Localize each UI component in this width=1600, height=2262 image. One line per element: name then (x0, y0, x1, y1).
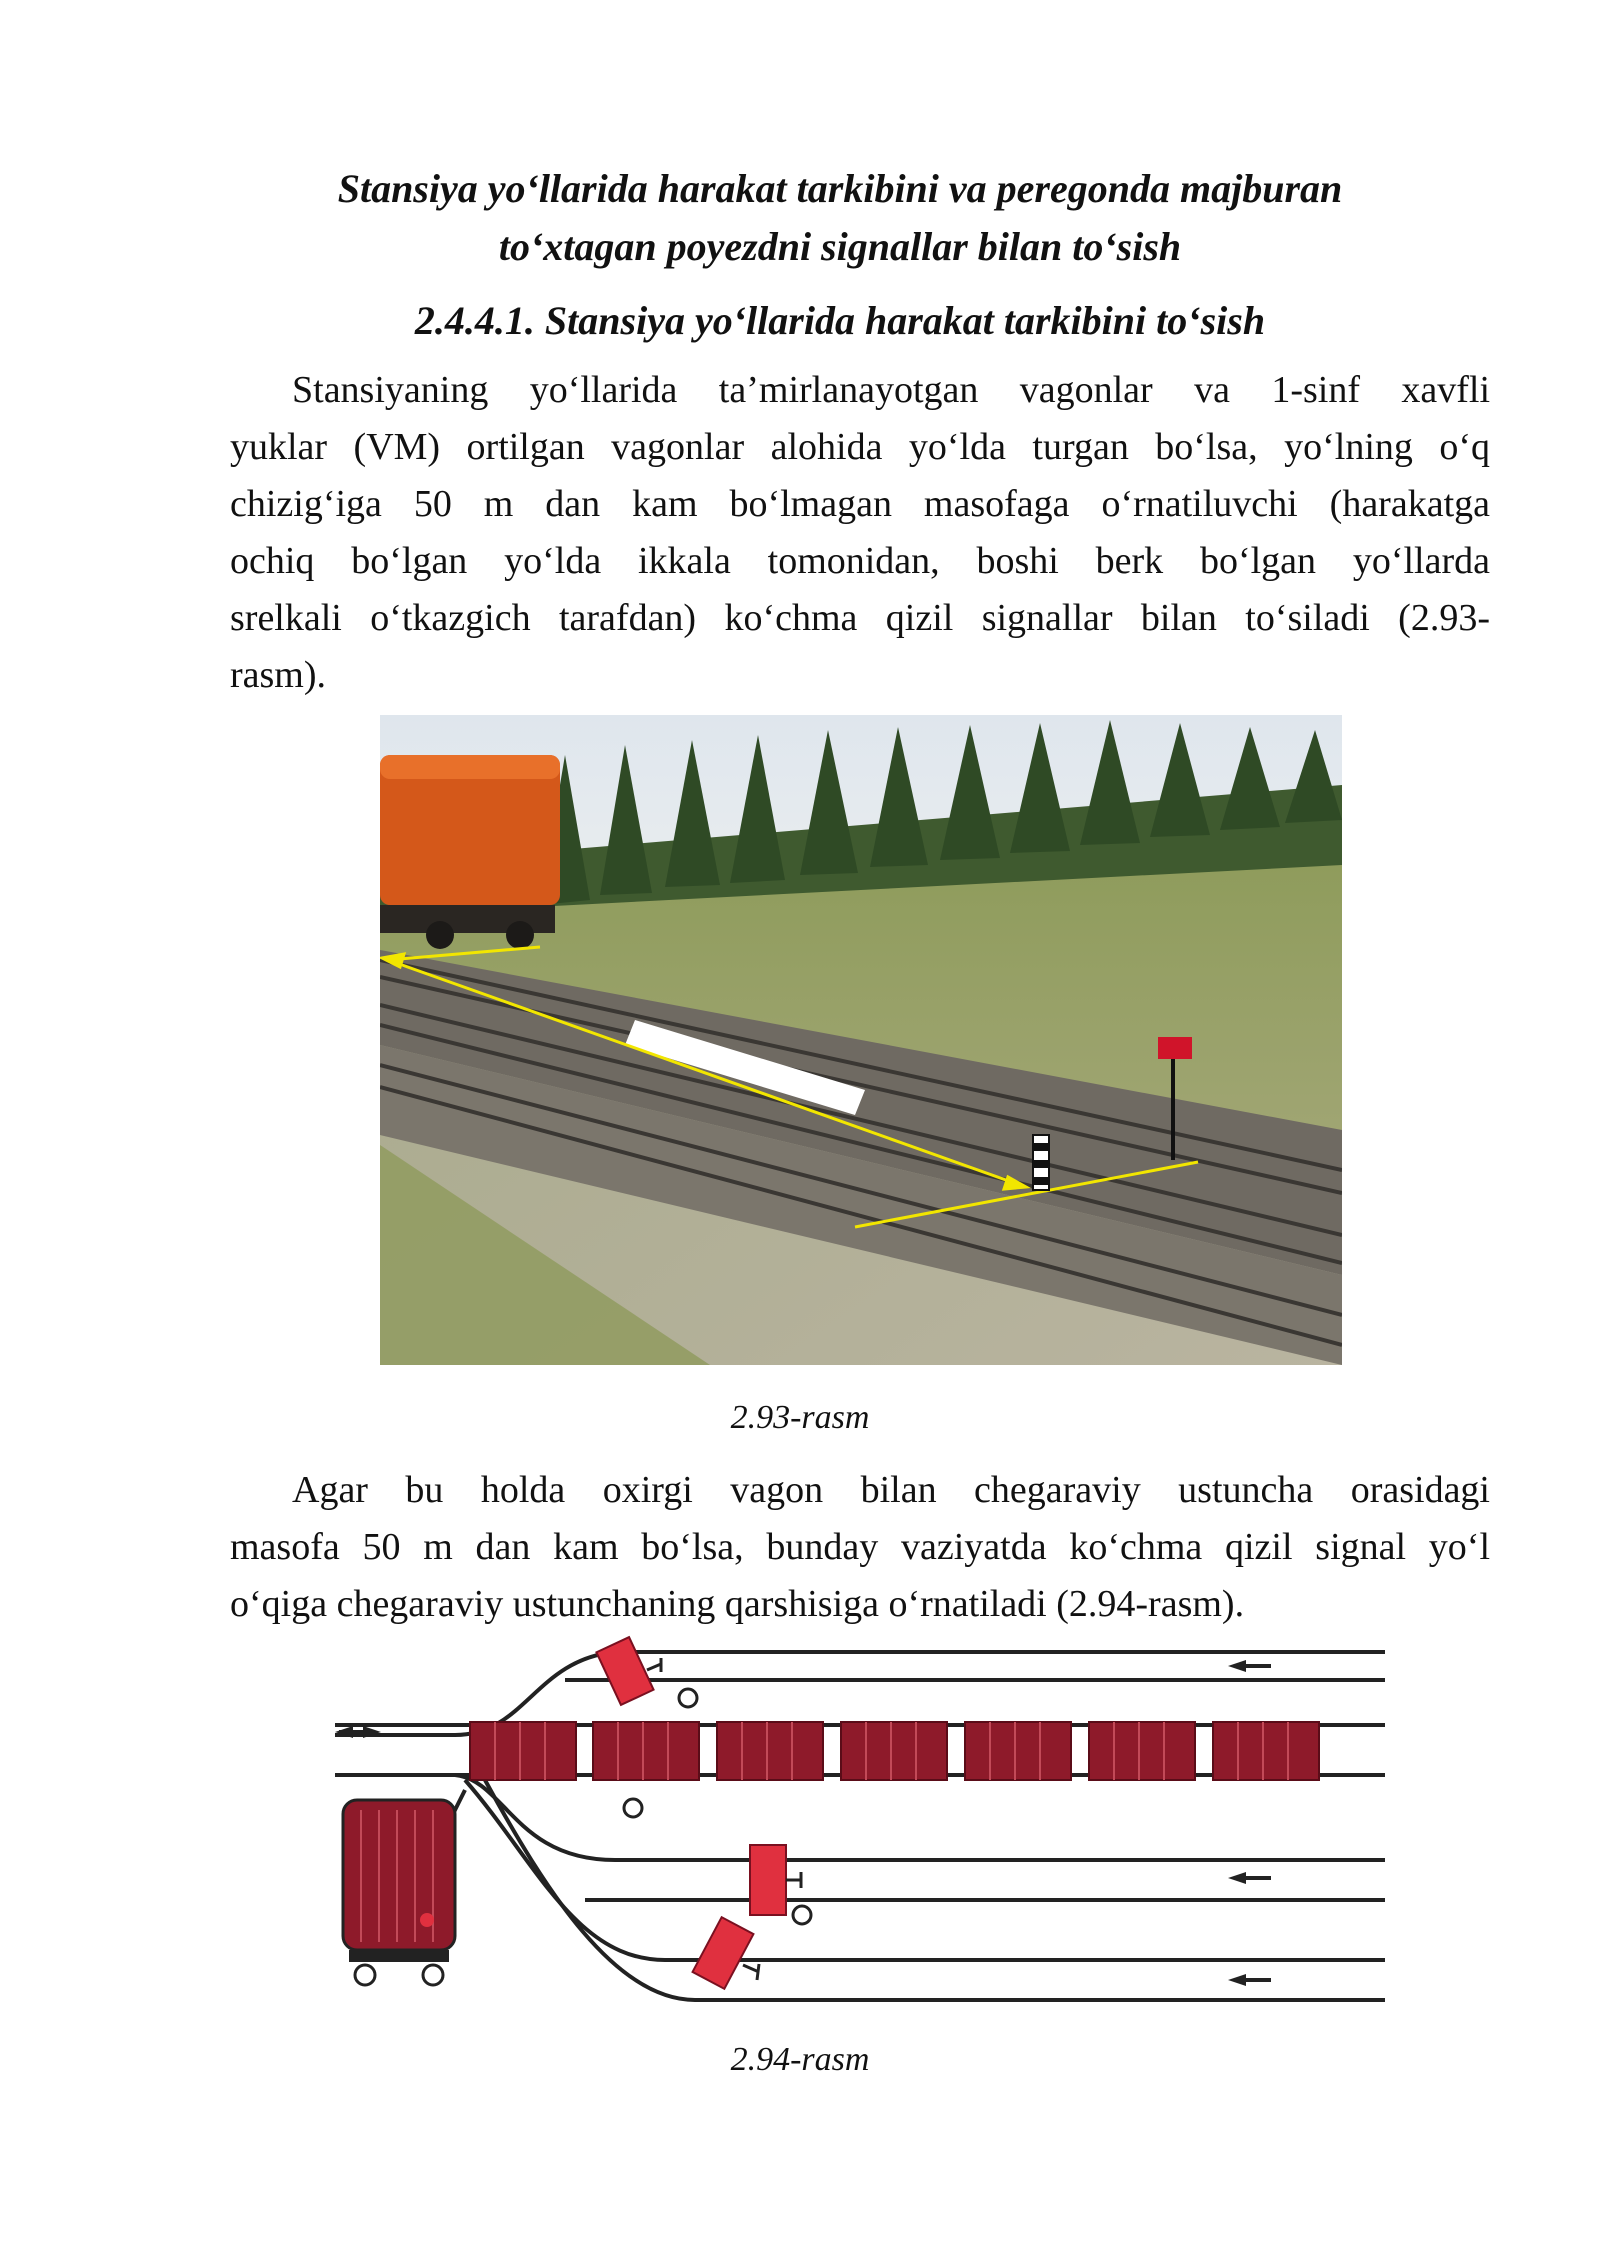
paragraph-2-line: Agar bu holda oxirgi vagon bilan chegaraviy ustuncha orasidagi (292, 1469, 1490, 1511)
track-schematic-diagram (335, 1630, 1385, 2015)
main-heading (230, 160, 1450, 276)
paragraph-1-line: rasm). (230, 654, 327, 696)
paragraph-2-line: o‘qiga chegaraviy ustunchaning qarshisiga o‘rnatiladi (2.94-rasm). (230, 1583, 1245, 1625)
paragraph-1-line: ochiq bo‘lgan yo‘lda ikkala tomonidan, boshi berk bo‘lgan yo‘llarda (230, 540, 1490, 582)
figure-2-94-schematic (335, 1630, 1385, 2015)
wagon-train (470, 1722, 1319, 1780)
paragraph-1-line: Stansiyaning yo‘llarida ta’mirlanayotgan vagonlar va 1-sinf xavfli (292, 369, 1490, 411)
clearance-post (1033, 1135, 1049, 1190)
main-heading-line-2: to‘xtagan poyezdni signallar bilan to‘sish (498, 224, 1182, 269)
paragraph-1-line: yuklar (VM) ortilgan vagonlar alohida yo‘lda turgan bo‘lsa, yo‘lning o‘q (230, 426, 1490, 468)
figure-2-93-caption: 2.93-rasm (730, 1399, 870, 1436)
paragraph-2-line: masofa 50 m dan kam bo‘lsa, bunday vaziyatda ko‘chma qizil signal yo‘l (230, 1526, 1490, 1568)
figure-2-93-track-render (380, 715, 1342, 1365)
main-heading-line-1: Stansiya yo‘llarida harakat tarkibini va peregonda majburan (337, 166, 1343, 211)
paragraph-1-line: chizig‘iga 50 m dan kam bo‘lmagan masofaga o‘rnatiluvchi (harakatga (230, 483, 1490, 525)
paragraph-1 (230, 362, 1490, 704)
paragraph-2 (230, 1462, 1490, 1633)
track-scene-illustration (380, 715, 1342, 1365)
paragraph-1-line: srelkali o‘tkazgich tarafdan) ko‘chma qizil signallar bilan to‘siladi (2.93- (230, 597, 1490, 639)
section-heading: 2.4.4.1. Stansiya yo‘llarida harakat tarkibini to‘sish (414, 298, 1266, 343)
wagon-end-view (343, 1800, 455, 1985)
figure-2-94-caption: 2.94-rasm (730, 2041, 870, 2078)
freight-wagon (380, 755, 560, 949)
